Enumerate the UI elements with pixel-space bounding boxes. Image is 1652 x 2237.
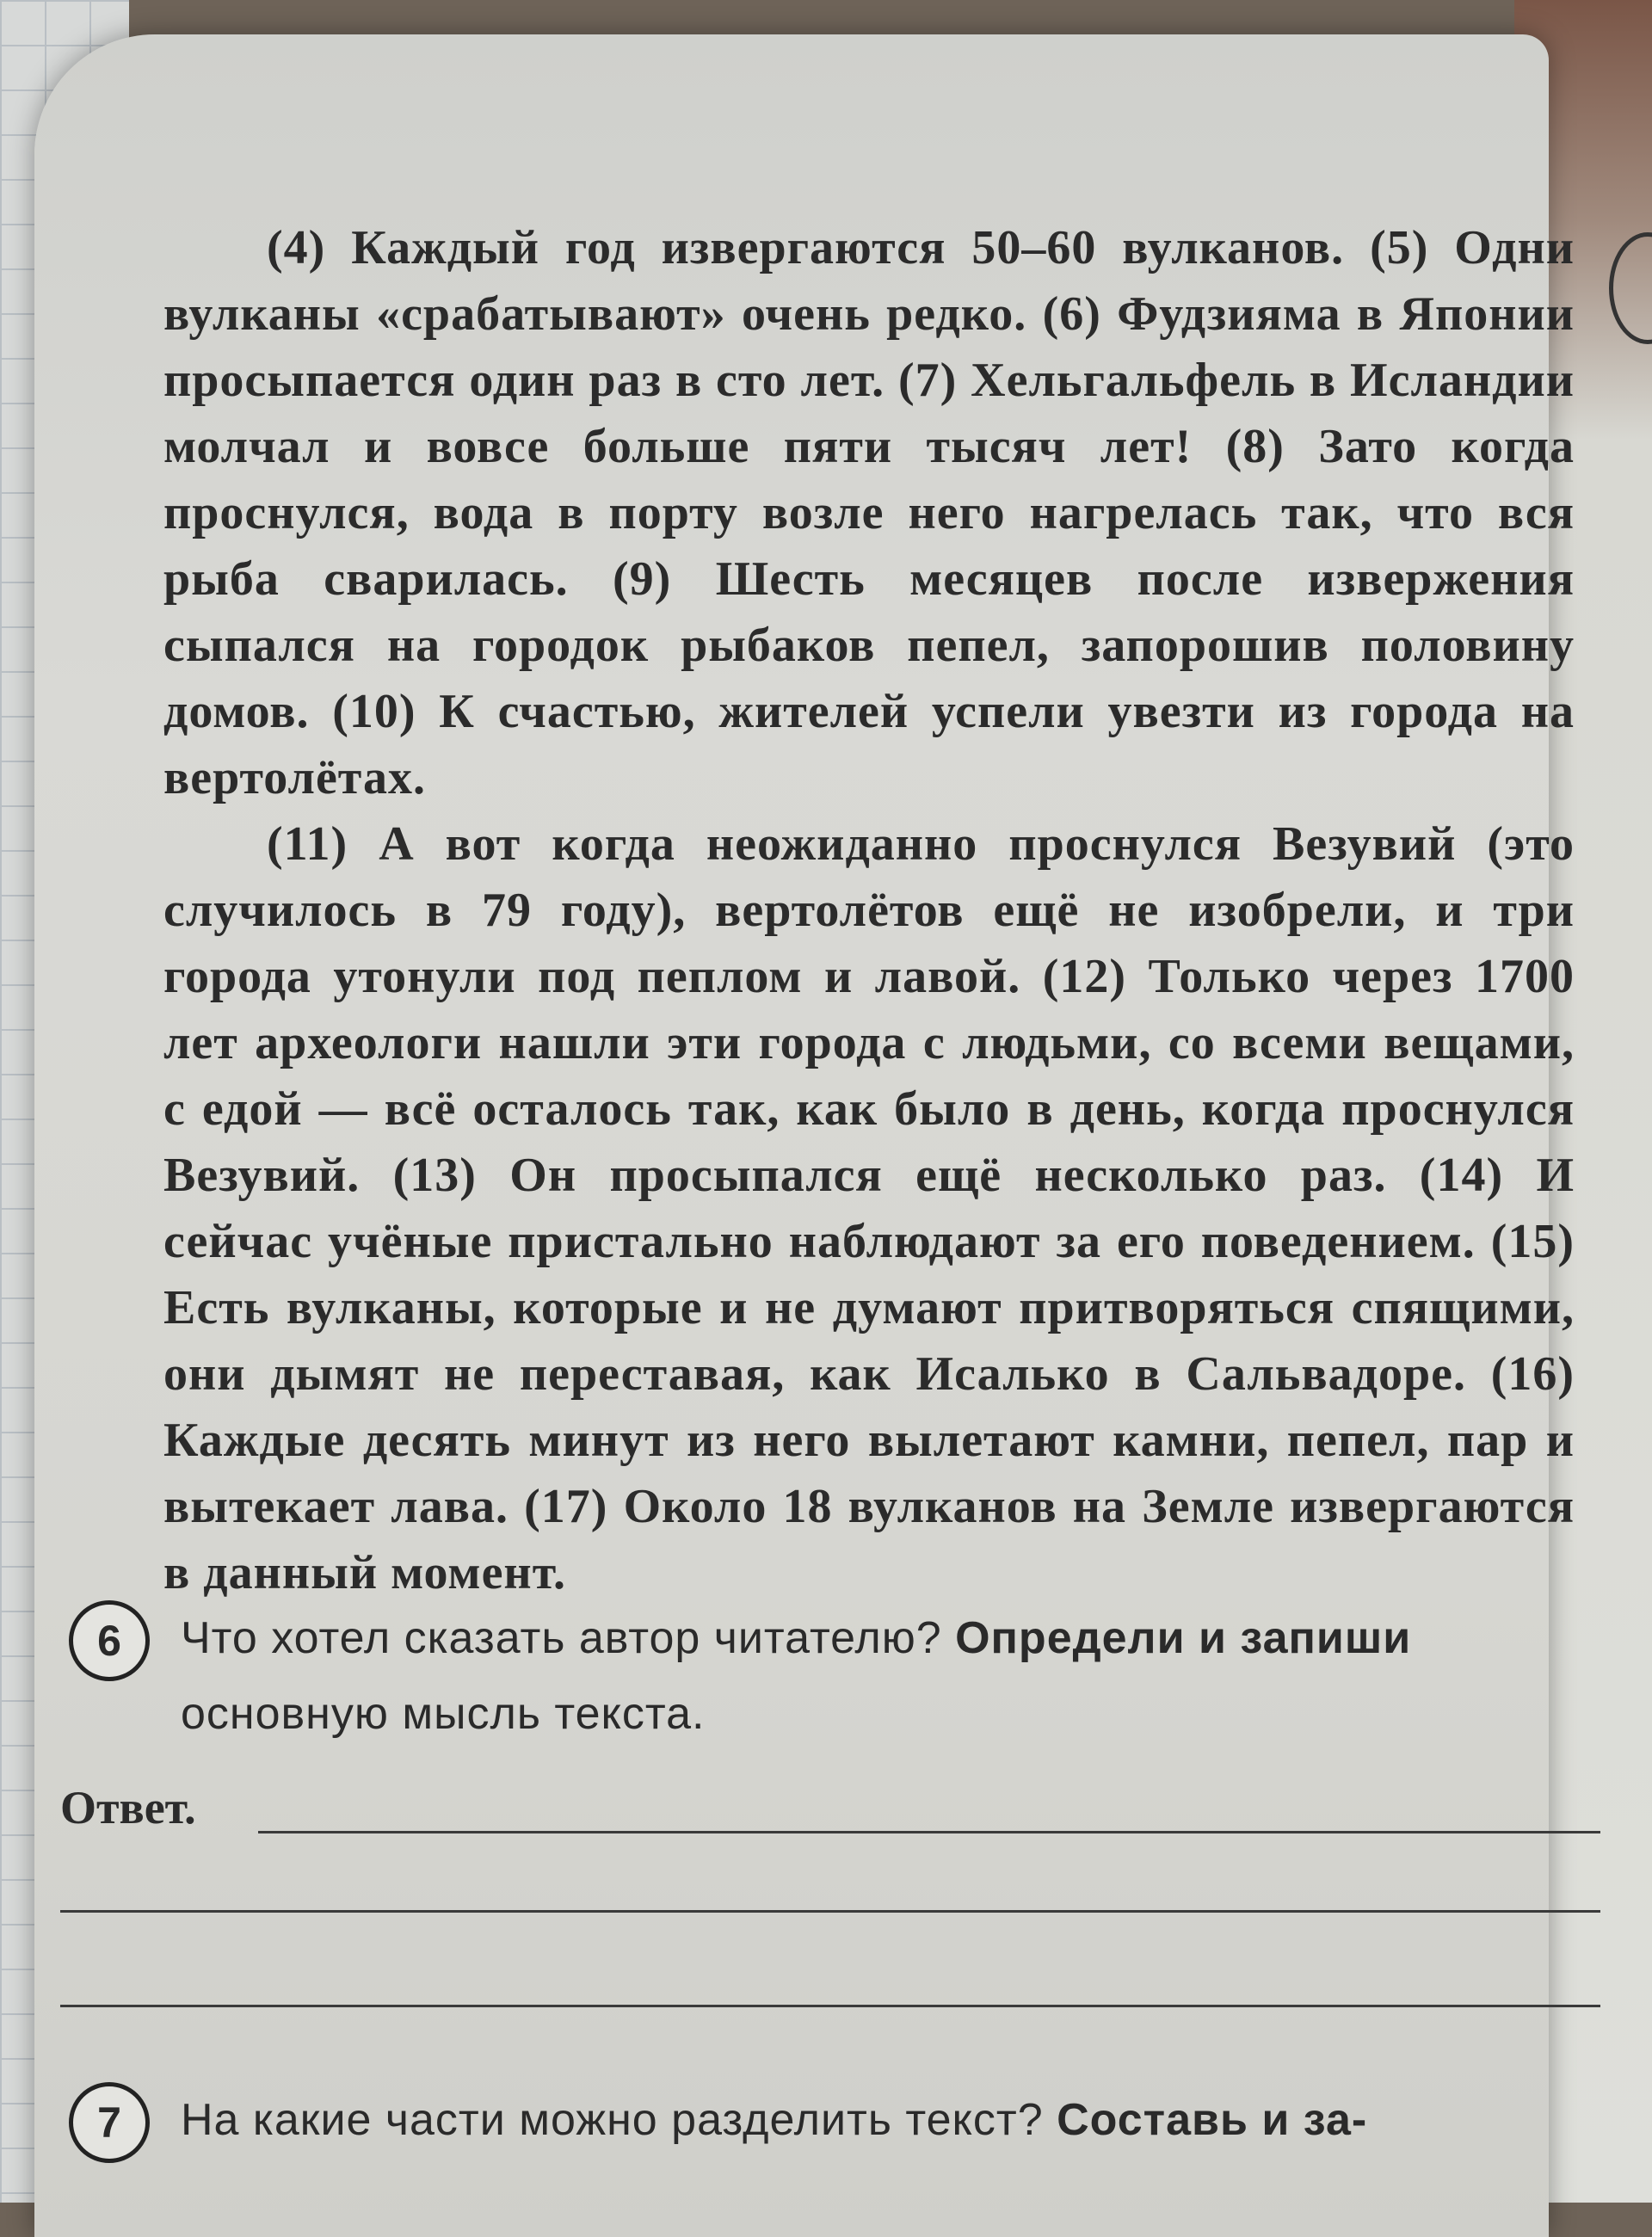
workbook-page xyxy=(34,34,1575,2237)
reading-text xyxy=(163,215,1575,1606)
answer-line-1[interactable] xyxy=(258,1831,1600,1833)
task-6-text xyxy=(181,1600,1600,1752)
task-7-instruction: Составь и за- xyxy=(1057,2095,1368,2145)
task-6-continuation: основную мысль текста. xyxy=(181,1689,706,1739)
page-edge-mark xyxy=(1609,232,1652,344)
answer-line-3[interactable] xyxy=(60,2005,1600,2007)
task-6-question: Что хотел сказать автор читателю? xyxy=(181,1613,956,1663)
answer-area xyxy=(60,1781,1609,1850)
task-7 xyxy=(69,2082,1600,2158)
paragraph-2: (11) А вот когда неожиданно проснулся Везувий (это случилось в 79 году), вертолётов ещё не изобрели, и три города утонули под пеплом и лавой. (12) Только через 1700 лет археологи нашли эти города с людьми, со всеми вещами, с едой — всё осталось так, как было в день, когда проснулся Везувий. (13) Он просыпался ещё несколько раз. (14) И сейчас учёные пристально наблюдают за его поведением. (15) Есть вулканы, которые и не думают притворяться спящими, они дымят не переставая, как Исалько в Сальвадоре. (16) Каждые десять минут из него вылетают камни, пепел, пар и вытекает лава. (17) Около 18 вулканов на Земле извергаются в данный момент. xyxy=(163,817,1575,1599)
answer-label: Ответ. xyxy=(60,1782,196,1833)
task-number-badge: 6 xyxy=(69,1600,150,1681)
task-6-instruction: Определи и запиши xyxy=(955,1613,1412,1663)
task-6 xyxy=(69,1600,1600,1752)
task-number-badge: 7 xyxy=(69,2082,150,2163)
paragraph-1: (4) Каждый год извергаются 50–60 вулканов. (5) Одни вулканы «срабатывают» очень редко. (6) Фудзияма в Японии просыпается один раз в сто лет. (7) Хельгальфель в Исландии молчал и вовсе больше пяти тысяч лет! (8) Зато когда проснулся, вода в порту возле него нагрелась так, что вся рыба сварилась. (9) Шесть месяцев после извержения сыпался на городок рыбаков пепел, запорошив половину домов. (10) К счастью, жителей успели увезти из города на вертолётах. xyxy=(163,221,1575,804)
task-7-text xyxy=(181,2082,1600,2158)
answer-line-2[interactable] xyxy=(60,1910,1600,1913)
task-7-question: На какие части можно разделить текст? xyxy=(181,2095,1057,2145)
